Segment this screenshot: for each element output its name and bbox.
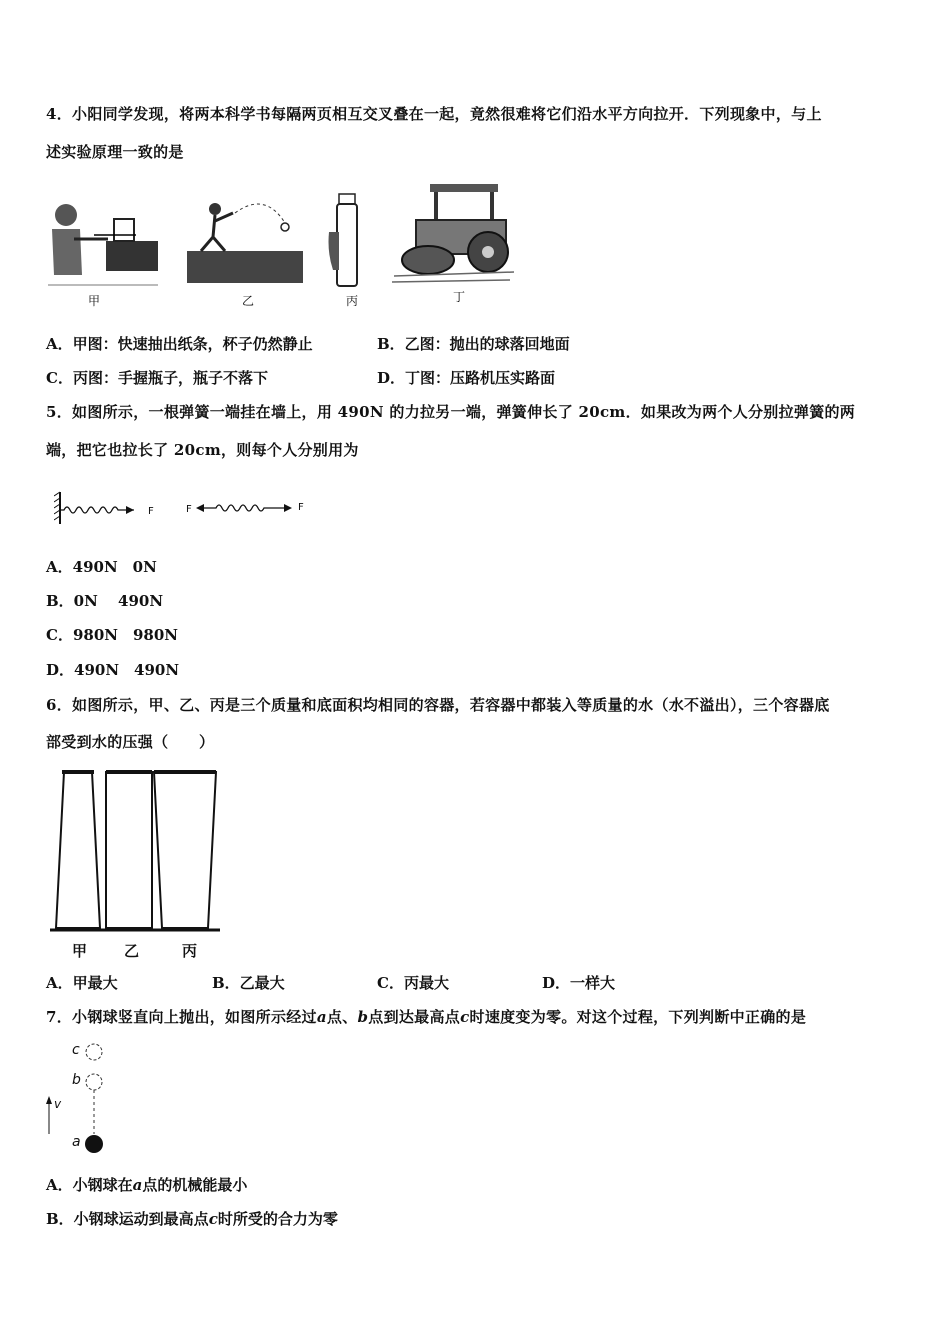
q6-option-c[interactable]: C．丙最大 <box>377 974 449 992</box>
ball-at-a <box>85 1135 103 1153</box>
force-arrow-left <box>196 504 204 512</box>
q7-label-a: a <box>72 1134 81 1150</box>
ball-at-b <box>86 1074 102 1090</box>
bottle-cap <box>339 194 355 204</box>
q4-caption-ding: 丁 <box>453 290 466 304</box>
container-jia <box>56 772 100 928</box>
q4-figure-ding <box>390 180 518 290</box>
ball-trajectory <box>235 204 285 223</box>
q4-caption-yi: 乙 <box>242 294 255 308</box>
q6-caption-yi: 乙 <box>124 942 140 960</box>
q7-label-c: c <box>72 1042 80 1058</box>
q4-stem-line2: 述实验原理一致的是 <box>46 143 184 161</box>
q6-option-d[interactable]: D．一样大 <box>542 974 616 992</box>
q5-figure-wall-spring <box>54 488 160 528</box>
q4-option-b[interactable]: B．乙图：抛出的球落回地面 <box>377 335 570 353</box>
spring <box>204 505 284 511</box>
force-arrow-right <box>126 506 134 514</box>
q5-stem-line2: 端，把它也拉长了 20cm，则每个人分别用为 <box>46 441 359 459</box>
q4-option-d[interactable]: D．丁图：压路机压实路面 <box>377 369 556 387</box>
spring <box>60 507 134 513</box>
q5-option-b[interactable]: B．0N 490N <box>46 592 164 610</box>
q6-option-a[interactable]: A．甲最大 <box>46 974 118 992</box>
roller-roof <box>430 184 498 192</box>
q4-figure-bing <box>325 192 369 292</box>
q7-option-b[interactable]: B．小钢球运动到最高点c时所受的合力为零 <box>46 1210 338 1228</box>
q5-stem-line1: 5．如图所示，一根弹簧一端挂在墙上，用 490N 的力拉另一端，弹簧伸长了 20cm．如果改为两个人分别拉弹簧的两 <box>46 403 856 421</box>
q5-figure-two-hands-spring <box>194 496 294 520</box>
q6-figure-containers <box>48 766 222 936</box>
ball-at-c <box>86 1044 102 1060</box>
hand <box>329 232 340 270</box>
q7-option-a[interactable]: A．小钢球在a点的机械能最小 <box>46 1176 248 1194</box>
q6-caption-bing: 丙 <box>182 942 198 960</box>
thrower-head <box>209 203 221 215</box>
container-bing <box>154 772 216 928</box>
container-yi <box>106 772 152 928</box>
q7-label-v: v <box>54 1097 62 1111</box>
q4-option-c[interactable]: C．丙图：手握瓶子，瓶子不落下 <box>46 369 268 387</box>
q5-option-a[interactable]: A．490N 0N <box>46 558 157 576</box>
q5-force-label-3: F <box>298 502 304 513</box>
road-surface <box>392 272 514 282</box>
force-arrow-right <box>284 504 292 512</box>
q6-option-b[interactable]: B．乙最大 <box>212 974 285 992</box>
q5-force-label-2: F <box>186 504 192 515</box>
table <box>106 241 158 271</box>
q4-figure-jia <box>44 195 162 293</box>
q5-force-label-1: F <box>148 506 154 517</box>
ground <box>187 251 303 283</box>
q5-option-d[interactable]: D．490N 490N <box>46 661 180 679</box>
roller-drum <box>402 246 454 274</box>
bottle <box>337 204 357 286</box>
q5-option-c[interactable]: C．980N 980N <box>46 626 178 644</box>
person-body <box>52 229 82 275</box>
cup <box>114 219 134 241</box>
q4-option-a[interactable]: A．甲图：快速抽出纸条，杯子仍然静止 <box>46 335 313 353</box>
q7-stem-line1: 7．小钢球竖直向上抛出，如图所示经过a点、b点到达最高点c时速度变为零。对这个过程，下列判断中正确的是 <box>46 1008 807 1026</box>
q4-stem-line1: 4．小阳同学发现，将两本科学书每隔两页相互交叉叠在一起，竟然很难将它们沿水平方向拉开．下列现象中，与上 <box>46 105 822 123</box>
q7-label-b: b <box>72 1072 81 1088</box>
q6-caption-jia: 甲 <box>72 942 88 960</box>
q4-figure-yi <box>185 195 305 290</box>
q6-stem-line1: 6．如图所示，甲、乙、丙是三个质量和底面积均相同的容器，若容器中都装入等质量的水（水不溢出），三个容器底 <box>46 696 830 714</box>
person-head <box>55 204 77 226</box>
ball <box>281 223 289 231</box>
q6-stem-line2: 部受到水的压强（ ） <box>46 733 215 751</box>
q4-caption-bing: 丙 <box>346 294 359 308</box>
q4-caption-jia: 甲 <box>88 294 101 308</box>
thrower-body <box>201 213 233 251</box>
